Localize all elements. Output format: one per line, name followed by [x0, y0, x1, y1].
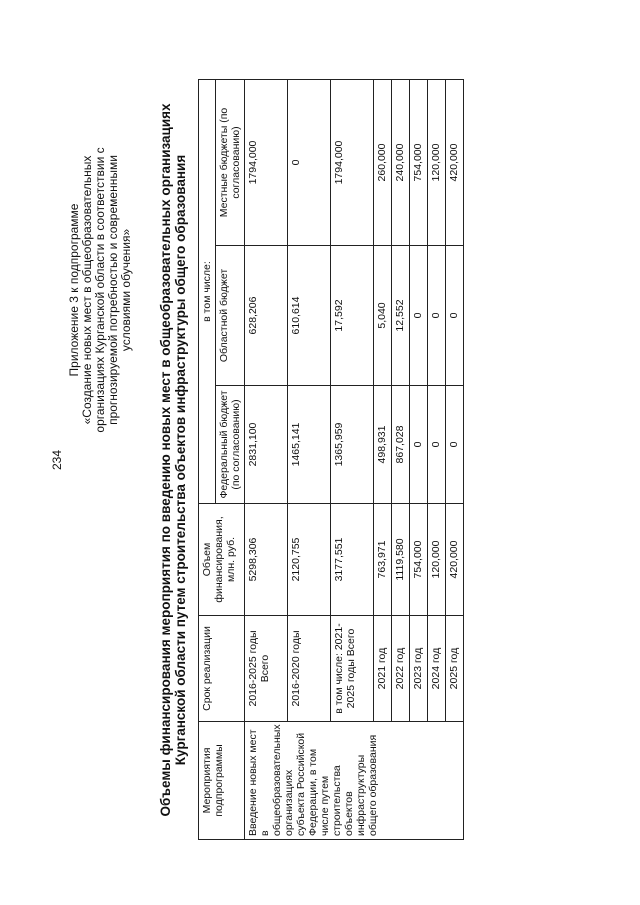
period-cell: 2022 год	[392, 616, 410, 722]
period-cell: в том числе: 2021-2025 годы Всего	[331, 616, 374, 722]
appendix-line: условиями обучения»	[119, 228, 133, 352]
period-cell: 2023 год	[410, 616, 428, 722]
regional-cell: 628,206	[245, 246, 288, 386]
local-cell: 420,000	[446, 80, 464, 246]
regional-cell: 17,592	[331, 246, 374, 386]
table-row	[245, 80, 288, 840]
local-cell: 240,000	[392, 80, 410, 246]
total-cell: 3177,551	[331, 504, 374, 616]
appendix-line: организациях Курганской области в соответствии с	[93, 147, 107, 433]
header-local: Местные бюджеты (по согласованию)	[216, 80, 245, 246]
period-cell: 2025 год	[446, 616, 464, 722]
local-cell: 1794,000	[245, 80, 288, 246]
total-cell: 2120,755	[288, 504, 331, 616]
financing-table	[198, 79, 464, 840]
total-cell: 120,000	[428, 504, 446, 616]
header-federal: Федеральный бюджет (по согласованию)	[216, 386, 245, 504]
local-cell: 120,000	[428, 80, 446, 246]
regional-cell: 610,614	[288, 246, 331, 386]
title-line: Курганской области путем строительства объектов инфраструктуры общего образования	[173, 154, 188, 766]
regional-cell: 12,552	[392, 246, 410, 386]
total-cell: 763,971	[374, 504, 392, 616]
period-cell: 2021 год	[374, 616, 392, 722]
header-measure: Мероприятия подпрограммы	[199, 722, 245, 840]
local-cell: 260,000	[374, 80, 392, 246]
measure-cell: Введение новых мест в общеобразовательных организациях субъекта Российской Федерации, в том числе путем строительства объектов инфраструктуры общего образования	[245, 722, 464, 840]
page-number: 234	[50, 449, 64, 471]
appendix-line: «Создание новых мест в общеобразовательных	[80, 155, 94, 425]
appendix-note	[68, 60, 133, 520]
federal-cell: 867,028	[392, 386, 410, 504]
total-cell: 1119,580	[392, 504, 410, 616]
regional-cell: 0	[428, 246, 446, 386]
federal-cell: 0	[428, 386, 446, 504]
appendix-line: прогнозируемой потребностью и современными	[106, 155, 120, 425]
period-cell: 2016-2020 годы	[288, 616, 331, 722]
document-title	[158, 60, 188, 860]
total-cell: 754,000	[410, 504, 428, 616]
period-cell: 2016-2025 годы Всего	[245, 616, 288, 722]
title-line: Объемы финансирования мероприятия по введению новых мест в общеобразовательных организациях	[158, 103, 173, 817]
federal-cell: 0	[410, 386, 428, 504]
total-cell: 5298,306	[245, 504, 288, 616]
federal-cell: 2831,100	[245, 386, 288, 504]
rotated-page	[50, 60, 570, 860]
regional-cell: 5,040	[374, 246, 392, 386]
header-period: Срок реализации	[199, 616, 245, 722]
period-cell: 2024 год	[428, 616, 446, 722]
local-cell: 0	[288, 80, 331, 246]
federal-cell: 1465,141	[288, 386, 331, 504]
header-regional: Областной бюджет	[216, 246, 245, 386]
federal-cell: 1365,959	[331, 386, 374, 504]
header-total: Объем финансирования, млн. руб.	[199, 504, 245, 616]
federal-cell: 0	[446, 386, 464, 504]
federal-cell: 498,931	[374, 386, 392, 504]
header-including: в том числе:	[199, 80, 216, 504]
local-cell: 754,000	[410, 80, 428, 246]
regional-cell: 0	[446, 246, 464, 386]
total-cell: 420,000	[446, 504, 464, 616]
local-cell: 1794,000	[331, 80, 374, 246]
regional-cell: 0	[410, 246, 428, 386]
appendix-line: Приложение 3 к подпрограмме	[67, 203, 81, 377]
